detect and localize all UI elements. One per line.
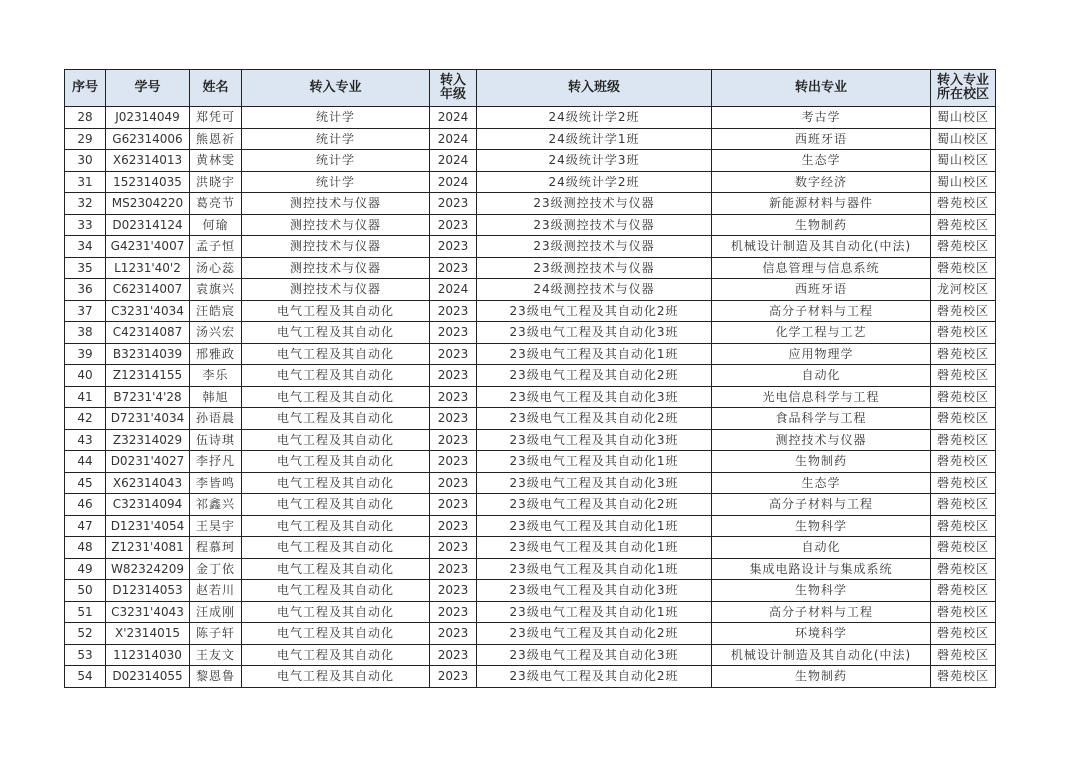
cell-from-major: 数字经济 [712,171,931,193]
cell-to-major: 统计学 [242,107,430,129]
table-row [65,236,996,258]
cell-campus: 蜀山校区 [931,107,996,129]
cell-student-id: X62314013 [106,150,190,172]
cell-to-major: 测控技术与仪器 [242,236,430,258]
cell-seq: 38 [65,322,106,344]
cell-from-major: 机械设计制造及其自动化(中法) [712,236,931,258]
cell-to-major: 电气工程及其自动化 [242,386,430,408]
cell-campus: 蜀山校区 [931,171,996,193]
cell-class: 23级电气工程及其自动化2班 [477,408,712,430]
cell-from-major: 高分子材料与工程 [712,494,931,516]
table-row [65,322,996,344]
cell-student-id: G4231'4007 [106,236,190,258]
cell-year: 2023 [430,558,477,580]
table-row [65,300,996,322]
cell-student-id: Z12314155 [106,365,190,387]
cell-year: 2023 [430,537,477,559]
cell-name: 熊恩祈 [190,128,242,150]
cell-to-major: 测控技术与仪器 [242,214,430,236]
table-row [65,601,996,623]
table-row [65,386,996,408]
cell-class: 23级电气工程及其自动化2班 [477,666,712,688]
cell-campus: 磬苑校区 [931,623,996,645]
cell-seq: 34 [65,236,106,258]
cell-name: 韩旭 [190,386,242,408]
cell-seq: 54 [65,666,106,688]
cell-campus: 磬苑校区 [931,365,996,387]
cell-student-id: D1231'4054 [106,515,190,537]
cell-to-major: 电气工程及其自动化 [242,322,430,344]
cell-name: 李抒凡 [190,451,242,473]
cell-student-id: G62314006 [106,128,190,150]
cell-campus: 磬苑校区 [931,644,996,666]
cell-to-major: 电气工程及其自动化 [242,623,430,645]
cell-from-major: 生物制药 [712,451,931,473]
cell-year: 2023 [430,322,477,344]
cell-student-id: D12314053 [106,580,190,602]
cell-year: 2024 [430,171,477,193]
cell-from-major: 生物制药 [712,214,931,236]
cell-campus: 磬苑校区 [931,322,996,344]
cell-seq: 53 [65,644,106,666]
header-class: 转入班级 [477,70,712,107]
cell-campus: 磬苑校区 [931,193,996,215]
cell-class: 24级统计学2班 [477,171,712,193]
cell-seq: 41 [65,386,106,408]
cell-campus: 磬苑校区 [931,580,996,602]
cell-campus: 龙河校区 [931,279,996,301]
cell-seq: 31 [65,171,106,193]
cell-student-id: L1231'40'2 [106,257,190,279]
cell-seq: 48 [65,537,106,559]
table-row [65,623,996,645]
cell-to-major: 电气工程及其自动化 [242,472,430,494]
cell-campus: 蜀山校区 [931,150,996,172]
cell-year: 2023 [430,408,477,430]
cell-year: 2023 [430,214,477,236]
cell-to-major: 电气工程及其自动化 [242,300,430,322]
cell-campus: 磬苑校区 [931,214,996,236]
table-row [65,107,996,129]
cell-to-major: 电气工程及其自动化 [242,365,430,387]
header-campus [931,70,996,107]
cell-seq: 37 [65,300,106,322]
cell-student-id: Z1231'4081 [106,537,190,559]
cell-to-major: 电气工程及其自动化 [242,494,430,516]
cell-name: 汪皓宸 [190,300,242,322]
cell-class: 23级电气工程及其自动化3班 [477,580,712,602]
table-row [65,644,996,666]
cell-class: 23级电气工程及其自动化1班 [477,601,712,623]
table-row [65,150,996,172]
cell-from-major: 生态学 [712,150,931,172]
cell-student-id: Z32314029 [106,429,190,451]
cell-name: 黄林雯 [190,150,242,172]
cell-to-major: 电气工程及其自动化 [242,644,430,666]
cell-name: 邢雅政 [190,343,242,365]
cell-student-id: D02314055 [106,666,190,688]
cell-from-major: 自动化 [712,537,931,559]
cell-from-major: 机械设计制造及其自动化(中法) [712,644,931,666]
cell-name: 李皆鸣 [190,472,242,494]
header-year-text: 转入年级 [439,73,466,102]
cell-from-major: 信息管理与信息系统 [712,257,931,279]
cell-year: 2024 [430,279,477,301]
cell-from-major: 应用物理学 [712,343,931,365]
cell-student-id: D7231'4034 [106,408,190,430]
cell-name: 汪成刚 [190,601,242,623]
cell-class: 23级电气工程及其自动化1班 [477,343,712,365]
cell-class: 23级电气工程及其自动化2班 [477,365,712,387]
cell-seq: 50 [65,580,106,602]
cell-from-major: 化学工程与工艺 [712,322,931,344]
cell-student-id: D02314124 [106,214,190,236]
cell-campus: 磬苑校区 [931,429,996,451]
cell-campus: 磬苑校区 [931,451,996,473]
cell-year: 2023 [430,666,477,688]
cell-year: 2024 [430,128,477,150]
cell-name: 黎恩鲁 [190,666,242,688]
cell-name: 金丁依 [190,558,242,580]
header-seq: 序号 [65,70,106,107]
table-row [65,472,996,494]
cell-campus: 磬苑校区 [931,257,996,279]
cell-to-major: 电气工程及其自动化 [242,343,430,365]
cell-student-id: C62314007 [106,279,190,301]
cell-student-id: X62314043 [106,472,190,494]
cell-campus: 磬苑校区 [931,537,996,559]
cell-seq: 46 [65,494,106,516]
cell-student-id: W82324209 [106,558,190,580]
cell-from-major: 集成电路设计与集成系统 [712,558,931,580]
cell-to-major: 电气工程及其自动化 [242,666,430,688]
table-row [65,193,996,215]
cell-campus: 磬苑校区 [931,408,996,430]
cell-name: 李乐 [190,365,242,387]
cell-name: 祁鑫兴 [190,494,242,516]
cell-class: 23级电气工程及其自动化2班 [477,300,712,322]
cell-year: 2024 [430,150,477,172]
cell-student-id: J02314049 [106,107,190,129]
cell-class: 24级测控技术与仪器 [477,279,712,301]
table-body [65,107,996,688]
table-row [65,257,996,279]
table-row [65,666,996,688]
cell-year: 2023 [430,623,477,645]
cell-year: 2023 [430,236,477,258]
cell-class: 24级统计学1班 [477,128,712,150]
cell-class: 23级电气工程及其自动化3班 [477,386,712,408]
cell-name: 陈子轩 [190,623,242,645]
cell-seq: 47 [65,515,106,537]
cell-student-id: X'2314015 [106,623,190,645]
cell-class: 23级测控技术与仪器 [477,193,712,215]
cell-year: 2023 [430,494,477,516]
cell-from-major: 高分子材料与工程 [712,300,931,322]
cell-class: 23级电气工程及其自动化1班 [477,515,712,537]
table-row [65,558,996,580]
cell-campus: 磬苑校区 [931,666,996,688]
cell-year: 2023 [430,343,477,365]
cell-name: 郑凭可 [190,107,242,129]
cell-from-major: 西班牙语 [712,128,931,150]
cell-class: 24级统计学2班 [477,107,712,129]
cell-seq: 32 [65,193,106,215]
cell-name: 伍诗琪 [190,429,242,451]
cell-seq: 43 [65,429,106,451]
header-from-major: 转出专业 [712,70,931,107]
cell-from-major: 生物科学 [712,515,931,537]
cell-student-id: C42314087 [106,322,190,344]
cell-seq: 33 [65,214,106,236]
cell-from-major: 考古学 [712,107,931,129]
cell-from-major: 生物科学 [712,580,931,602]
table-row [65,451,996,473]
cell-class: 23级电气工程及其自动化2班 [477,623,712,645]
cell-seq: 29 [65,128,106,150]
cell-class: 23级电气工程及其自动化3班 [477,322,712,344]
table-row [65,408,996,430]
cell-class: 23级电气工程及其自动化1班 [477,558,712,580]
cell-class: 23级电气工程及其自动化1班 [477,451,712,473]
cell-from-major: 光电信息科学与工程 [712,386,931,408]
cell-from-major: 测控技术与仪器 [712,429,931,451]
cell-seq: 30 [65,150,106,172]
cell-class: 23级测控技术与仪器 [477,257,712,279]
table-row [65,494,996,516]
cell-to-major: 测控技术与仪器 [242,257,430,279]
cell-name: 孟子恒 [190,236,242,258]
header-year [430,70,477,107]
cell-name: 汤心蕊 [190,257,242,279]
cell-campus: 磬苑校区 [931,236,996,258]
cell-name: 孙语晨 [190,408,242,430]
cell-seq: 49 [65,558,106,580]
table-row [65,429,996,451]
cell-year: 2023 [430,300,477,322]
cell-class: 23级电气工程及其自动化3班 [477,644,712,666]
cell-campus: 磬苑校区 [931,515,996,537]
cell-campus: 磬苑校区 [931,472,996,494]
cell-from-major: 食品科学与工程 [712,408,931,430]
cell-from-major: 环境科学 [712,623,931,645]
cell-year: 2023 [430,601,477,623]
table-row [65,515,996,537]
cell-campus: 磬苑校区 [931,300,996,322]
cell-to-major: 电气工程及其自动化 [242,558,430,580]
cell-class: 24级统计学3班 [477,150,712,172]
cell-seq: 45 [65,472,106,494]
cell-student-id: 152314035 [106,171,190,193]
table-row [65,171,996,193]
cell-to-major: 统计学 [242,128,430,150]
cell-student-id: C32314094 [106,494,190,516]
cell-from-major: 新能源材料与器件 [712,193,931,215]
cell-seq: 36 [65,279,106,301]
cell-name: 程慕珂 [190,537,242,559]
header-name: 姓名 [190,70,242,107]
cell-year: 2023 [430,386,477,408]
cell-class: 23级电气工程及其自动化3班 [477,472,712,494]
table-row [65,580,996,602]
cell-from-major: 自动化 [712,365,931,387]
cell-name: 赵若川 [190,580,242,602]
cell-year: 2023 [430,515,477,537]
cell-to-major: 电气工程及其自动化 [242,451,430,473]
table-row [65,214,996,236]
cell-to-major: 电气工程及其自动化 [242,429,430,451]
cell-campus: 磬苑校区 [931,386,996,408]
cell-student-id: MS2304220 [106,193,190,215]
cell-campus: 蜀山校区 [931,128,996,150]
cell-class: 23级测控技术与仪器 [477,214,712,236]
cell-to-major: 电气工程及其自动化 [242,580,430,602]
cell-class: 23级电气工程及其自动化2班 [477,494,712,516]
cell-year: 2023 [430,429,477,451]
cell-year: 2023 [430,257,477,279]
cell-from-major: 西班牙语 [712,279,931,301]
transfer-table [64,69,996,688]
cell-name: 王昊宇 [190,515,242,537]
table-row [65,279,996,301]
cell-to-major: 电气工程及其自动化 [242,515,430,537]
cell-seq: 28 [65,107,106,129]
cell-to-major: 统计学 [242,150,430,172]
cell-campus: 磬苑校区 [931,558,996,580]
cell-from-major: 生物制药 [712,666,931,688]
cell-seq: 39 [65,343,106,365]
cell-student-id: C3231'4043 [106,601,190,623]
cell-student-id: B32314039 [106,343,190,365]
cell-campus: 磬苑校区 [931,494,996,516]
cell-to-major: 电气工程及其自动化 [242,601,430,623]
cell-class: 23级电气工程及其自动化1班 [477,537,712,559]
table-row [65,343,996,365]
cell-year: 2023 [430,365,477,387]
cell-name: 袁旗兴 [190,279,242,301]
cell-student-id: D0231'4027 [106,451,190,473]
cell-seq: 35 [65,257,106,279]
cell-class: 23级电气工程及其自动化3班 [477,429,712,451]
cell-class: 23级测控技术与仪器 [477,236,712,258]
header-to-major: 转入专业 [242,70,430,107]
cell-year: 2023 [430,644,477,666]
table-row [65,537,996,559]
cell-year: 2023 [430,193,477,215]
cell-year: 2023 [430,472,477,494]
cell-year: 2023 [430,451,477,473]
cell-campus: 磬苑校区 [931,601,996,623]
cell-from-major: 高分子材料与工程 [712,601,931,623]
cell-student-id: 112314030 [106,644,190,666]
cell-seq: 42 [65,408,106,430]
cell-to-major: 统计学 [242,171,430,193]
table-row [65,365,996,387]
cell-seq: 40 [65,365,106,387]
cell-seq: 51 [65,601,106,623]
cell-year: 2024 [430,107,477,129]
cell-to-major: 电气工程及其自动化 [242,537,430,559]
cell-student-id: B7231'4'28 [106,386,190,408]
cell-name: 汤兴宏 [190,322,242,344]
cell-year: 2023 [430,580,477,602]
header-student-id: 学号 [106,70,190,107]
cell-from-major: 生态学 [712,472,931,494]
cell-to-major: 测控技术与仪器 [242,193,430,215]
header-row [65,70,996,107]
cell-to-major: 电气工程及其自动化 [242,408,430,430]
cell-campus: 磬苑校区 [931,343,996,365]
cell-seq: 52 [65,623,106,645]
header-campus-text: 转入专业所在校区 [936,73,989,102]
table-row [65,128,996,150]
cell-name: 洪晓宇 [190,171,242,193]
cell-student-id: C3231'4034 [106,300,190,322]
cell-name: 王友文 [190,644,242,666]
cell-to-major: 测控技术与仪器 [242,279,430,301]
cell-name: 何瑜 [190,214,242,236]
cell-seq: 44 [65,451,106,473]
cell-name: 葛亮节 [190,193,242,215]
